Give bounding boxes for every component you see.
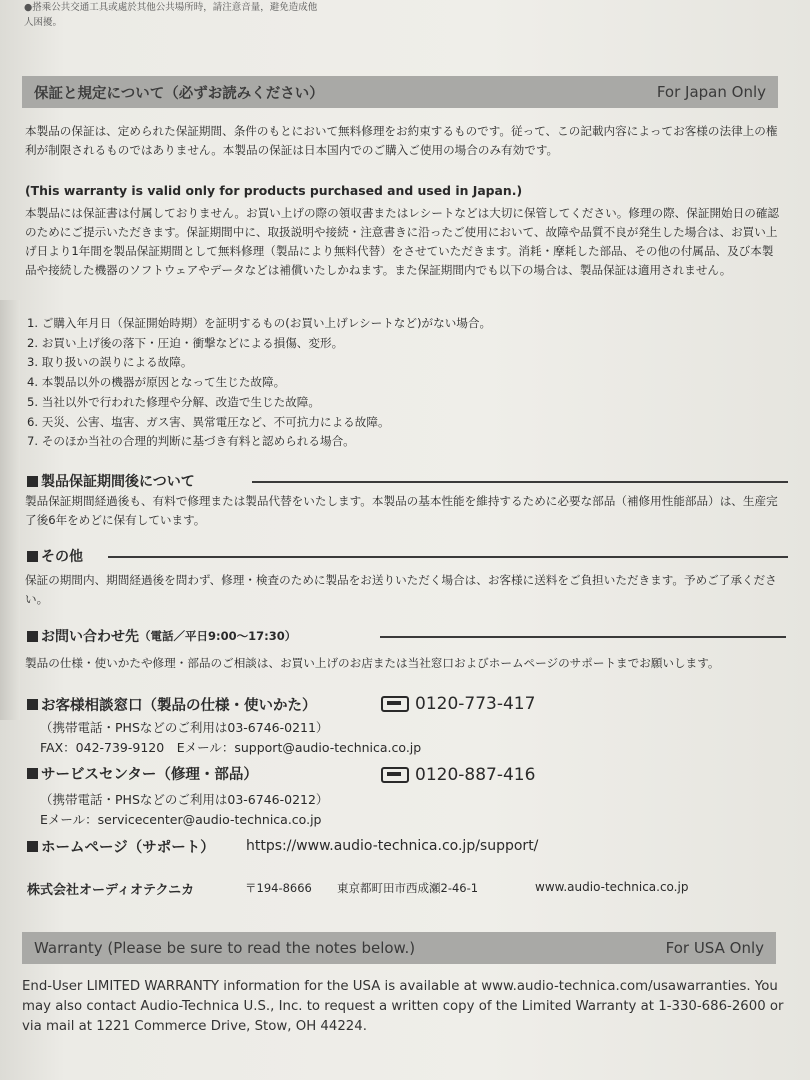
square-bullet-icon bbox=[27, 631, 38, 642]
others-heading bbox=[27, 546, 83, 566]
customer-center-mobile: （携帯電話・PHSなどのご利用は03-6746-0211） bbox=[40, 720, 329, 735]
japan-warranty-title: 保証と規定について（必ずお読みください） bbox=[34, 85, 324, 102]
inquiry-text: 製品の仕様・使いかたや修理・部品のご相談は、お買い上げのお店または当社窓口およびホームページのサポートまでお願いします。 bbox=[25, 656, 720, 670]
exclusion-item: 7. そのほか当社の合理的判断に基づき有料と認められる場合。 bbox=[27, 434, 355, 449]
service-center-email: Eメール：servicecenter@audio-technica.co.jp bbox=[40, 812, 322, 827]
others-heading-text: その他 bbox=[41, 549, 83, 565]
square-bullet-icon bbox=[27, 476, 38, 487]
usa-only-label: For USA Only bbox=[665, 939, 764, 957]
exclusion-list bbox=[27, 314, 747, 452]
homepage-label bbox=[27, 836, 215, 857]
homepage-url[interactable]: https://www.audio-technica.co.jp/support/ bbox=[246, 838, 539, 854]
square-bullet-icon bbox=[27, 768, 38, 779]
paper-fold-shadow bbox=[0, 300, 20, 720]
company-name: 株式会社オーディオテクニカ bbox=[27, 883, 195, 898]
homepage-label-text: ホームページ（サポート） bbox=[41, 840, 215, 856]
service-center-label-text: サービスセンター（修理・部品） bbox=[41, 767, 258, 783]
exclusion-item: 4. 本製品以外の機器が原因となって生じた故障。 bbox=[27, 375, 286, 390]
exclusion-item: 3. 取り扱いの誤りによる故障。 bbox=[27, 355, 193, 370]
top-note-line-2: 人困擾。 bbox=[24, 17, 63, 28]
freedial-icon bbox=[381, 767, 409, 783]
service-center-mobile: （携帯電話・PHSなどのご利用は03-6746-0212） bbox=[40, 792, 329, 807]
section-rule bbox=[108, 556, 788, 558]
after-warranty-heading bbox=[27, 471, 195, 491]
after-warranty-heading-text: 製品保証期間後について bbox=[41, 474, 195, 490]
others-text: 保証の期間内、期間経過後を問わず、修理・検査のために製品をお送りいただく場合は、お客様に送料をご負担いただきます。予めご了承ください。 bbox=[25, 573, 777, 606]
inquiry-hours: （電話／平日9:00～17:30） bbox=[139, 629, 297, 643]
english-validity-note: (This warranty is valid only for products purchased and used in Japan.) bbox=[25, 183, 523, 198]
exclusion-item: 2. お買い上げ後の落下・圧迫・衝撃などによる損傷、変形。 bbox=[27, 335, 344, 350]
customer-center-phone-number: 0120-773-417 bbox=[415, 694, 536, 714]
inquiry-heading-text: お問い合わせ先 bbox=[41, 629, 139, 645]
customer-center-label bbox=[27, 694, 317, 715]
square-bullet-icon bbox=[27, 841, 38, 852]
inquiry-heading bbox=[27, 626, 296, 646]
exclusion-item: 1. ご購入年月日（保証開始時期）を証明するもの(お買い上げレシートなど)がない場合。 bbox=[27, 316, 492, 330]
customer-center-phone[interactable] bbox=[381, 694, 535, 714]
warranty-intro: 本製品の保証は、定められた保証期間、条件のもとにおいて無料修理をお約束するものです。従って、この記載内容によってお客様の法律上の権利が制限されるものではありません。本製品の保証は日本国内でのご購入ご使用の場合のみ有効です。 bbox=[25, 124, 778, 157]
top-note bbox=[24, 0, 317, 30]
after-warranty-text: 製品保証期間経過後も、有料で修理または製品代替をいたします。本製品の基本性能を維持するために必要な部品（補修用性能部品）は、生産完了後6年をめどに保有しています。 bbox=[25, 494, 778, 527]
service-center-phone-number: 0120-887-416 bbox=[415, 765, 536, 785]
exclusion-item: 6. 天災、公害、塩害、ガス害、異常電圧など、不可抗力による故障。 bbox=[27, 414, 390, 429]
company-address: 東京都町田市西成瀬2-46-1 bbox=[337, 881, 479, 895]
usa-warranty-title: Warranty (Please be sure to read the notes below.) bbox=[34, 939, 416, 957]
square-bullet-icon bbox=[27, 551, 38, 562]
customer-center-label-text: お客様相談窓口（製品の仕様・使いかた） bbox=[41, 698, 317, 714]
square-bullet-icon bbox=[27, 699, 38, 710]
exclusion-item: 5. 当社以外で行われた修理や分解、改造で生じた故障。 bbox=[27, 394, 320, 409]
customer-center-fax-email: FAX：042-739-9120 Eメール：support@audio-technica.co.jp bbox=[40, 740, 422, 755]
company-postal: 〒194-8666 bbox=[245, 881, 312, 895]
section-rule bbox=[252, 481, 788, 483]
warranty-terms: 本製品には保証書は付属しておりません。お買い上げの際の領収書またはレシートなどは大切に保管してください。修理の際、保証開始日の確認のためにご提示いただきます。保証期間中に、取扱説明や接続・注意書きに沿ったご使用において、故障や品質不良が発生した場合は、お買い上げ日より1年間を製品保証期間として無料修理（製品により無料代替）をさせていただきます。消耗・摩耗した部品、その他の付属品、及び本製品や接続した機器のソフトウェアやデータなどは補償いたしかねます。また保証期間内でも以下の場合は、製品保証は適用されません。 bbox=[25, 206, 780, 277]
japan-warranty-banner bbox=[22, 76, 778, 108]
freedial-icon bbox=[381, 696, 409, 712]
section-rule bbox=[380, 636, 786, 638]
service-center-label bbox=[27, 763, 258, 784]
top-note-line-1: ●搭乘公共交通工具或處於其他公共場所時，請注意音量，避免造成他 bbox=[24, 2, 318, 13]
company-website[interactable]: www.audio-technica.co.jp bbox=[535, 880, 689, 894]
service-center-phone[interactable] bbox=[381, 765, 535, 785]
japan-only-label: For Japan Only bbox=[656, 83, 766, 101]
usa-warranty-banner bbox=[22, 932, 776, 964]
usa-warranty-text: End-User LIMITED WARRANTY information for the USA is available at www.audio-technica.com/usawarranties. You may also contact Audio-Technica U.S., Inc. to request a written copy of the Limited Warranty at 1-330-686-2600 or via mail at 1221 Commerce Drive, Stow, OH 44224. bbox=[22, 979, 784, 1034]
